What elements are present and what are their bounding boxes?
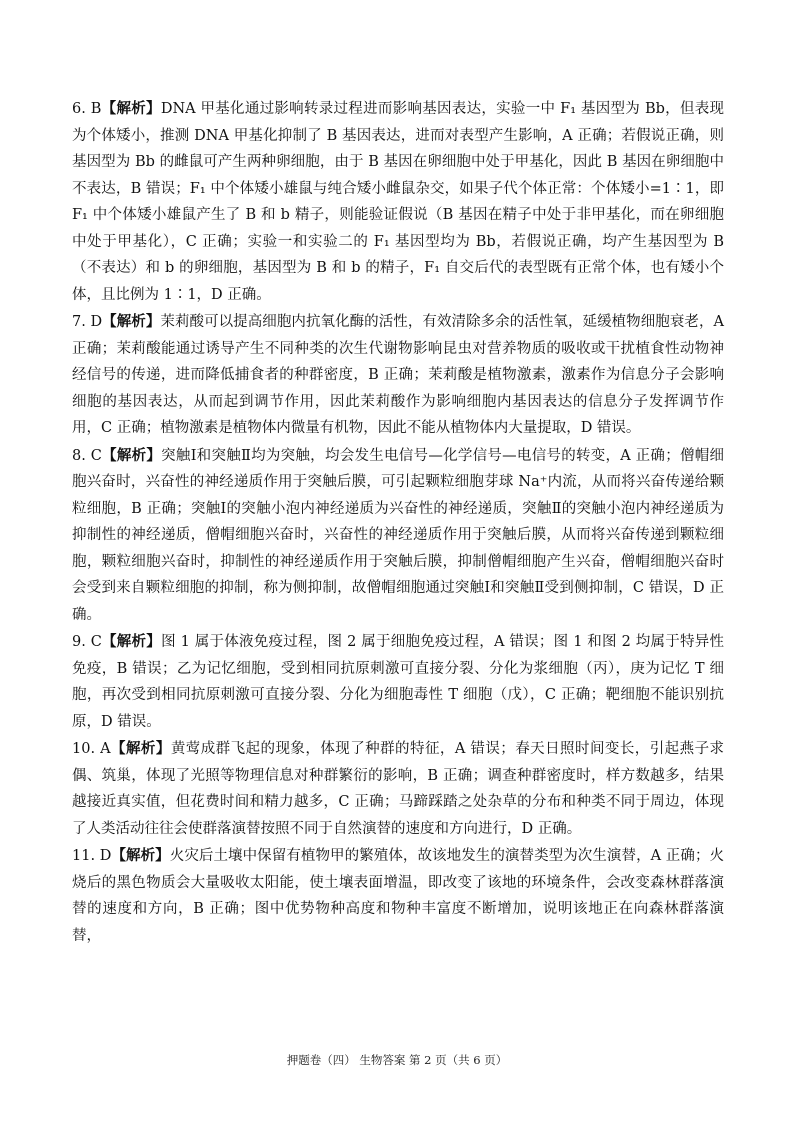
answer-number: 6. B xyxy=(72,101,102,117)
analysis-tag: 【解析】 xyxy=(111,847,170,864)
analysis-tag: 【解析】 xyxy=(102,313,161,330)
answer-text: 茉莉酸可以提高细胞内抗氧化酶的活性，有效清除多余的活性氧，延缓植物细胞衰老，A 正确；茉莉酸能通过诱导产生不同种类的次生代谢物影响昆虫对营养物质的吸收或干扰植食性动物神经信号的传递，进而降低捕食者的种群密度，B 正确；茉莉酸是植物激素，激素作为信息分子会影响细胞的基因表达，从而起到调节作用，因此茉莉酸作为影响细胞内基因表达的信息分子发挥调节作用，C 正确；植物激素是植物体内微量有机物，因此不能从植物体内大量提取，D 错误。 xyxy=(72,314,724,436)
answer-text: 火灾后土壤中保留有植物甲的繁殖体，故该地发生的演替类型为次生演替，A 正确；火烧后的黑色物质会大量吸收太阳能，使土壤表面增温，即改变了该地的环境条件，会改变森林群落演替的速度和方向，B 正确；图中优势物种高度和物种丰富度不断增加，说明该地正在向森林群落演替， xyxy=(72,848,725,944)
answer-number: 9. C xyxy=(72,634,102,650)
answer-item-9 xyxy=(72,629,724,735)
answer-number: 7. D xyxy=(72,314,103,330)
answer-list xyxy=(72,96,724,950)
analysis-tag: 【解析】 xyxy=(110,740,171,757)
analysis-tag: 【解析】 xyxy=(101,446,162,464)
analysis-tag: 【解析】 xyxy=(101,100,161,117)
answer-text: 图 1 属于体液免疫过程，图 2 属于细胞免疫过程，A 错误；图 1 和图 2 均属于特异性免疫，B 错误；乙为记忆细胞，受到相同抗原刺激可直接分裂、分化为浆细胞（丙），庚为记忆 T 细胞，再次受到相同抗原刺激可直接分裂、分化为细胞毒性 T 细胞（戊），C 正确；靶细胞不能识别抗原，D 错误。 xyxy=(72,634,724,730)
answer-item-8 xyxy=(72,443,724,629)
answer-item-6 xyxy=(72,96,724,308)
page-footer: 押题卷（四） 生物答案 第 2 页（共 6 页） xyxy=(286,1053,508,1067)
answer-text: 突触Ⅰ和突触Ⅱ均为突触，均会发生电信号—化学信号—电信号的转变，A 正确；僧帽细胞兴奋时，兴奋性的神经递质作用于突触后膜，可引起颗粒细胞芽球 Na⁺内流，从而将兴奋传递给颗粒细胞，B 正确；突触Ⅰ的突触小泡内神经递质为兴奋性的神经递质，突触Ⅱ的突触小泡内神经递质为抑制性的神经递质，僧帽细胞兴奋时，兴奋性的神经递质作用于突触后膜，从而将兴奋传递到颗粒细胞，颗粒细胞兴奋时，抑制性的神经递质作用于突触后膜，抑制僧帽细胞产生兴奋，僧帽细胞兴奋时会受到来自颗粒细胞的抑制，称为侧抑制，故僧帽细胞通过突触Ⅰ和突触Ⅱ受到侧抑制，C 错误，D 正确。 xyxy=(72,447,724,623)
answer-number: 11. D xyxy=(72,848,112,864)
answer-item-7 xyxy=(72,309,724,442)
answer-item-11 xyxy=(72,843,724,949)
answer-text: 黄莺成群飞起的现象，体现了种群的特征，A 错误；春天日照时间变长，引起燕子求偶、筑巢，体现了光照等物理信息对种群繁衍的影响，B 正确；调查种群密度时，样方数越多，结果越接近真实值，但花费时间和精力越多，C 正确；马蹄踩踏之处杂草的分布和种类不同于周边，体现了人类活动往往会使群落演替按照不同于自然演替的速度和方向进行，D 正确。 xyxy=(72,741,725,837)
answer-number: 8. C xyxy=(72,447,102,464)
answer-number: 10. A xyxy=(72,741,111,757)
answer-item-10 xyxy=(72,736,724,842)
analysis-tag: 【解析】 xyxy=(101,633,162,650)
answer-text: DNA 甲基化通过影响转录过程进而影响基因表达，实验一中 F₁ 基因型为 Bb，但表现为个体矮小，推测 DNA 甲基化抑制了 B 基因表达，进而对表型产生影响，A 正确；若假说正确，则基因型为 Bb 的雌鼠可产生两种卵细胞，由于 B 基因在卵细胞中处于甲基化，因此 B 基因在卵细胞中不表达，B 错误；F₁ 中个体矮小雄鼠与纯合矮小雌鼠杂交，如果子代个体正常：个体矮小=1∶1，即 F₁ 中个体矮小雄鼠产生了 B 和 b 精子，则能验证假说（B 基因在精子中处于非甲基化，而在卵细胞中处于甲基化），C 正确；实验一和实验二的 F₁ 基因型均为 Bb，若假说正确，均产生基因型为 B（不表达）和 b 的卵细胞，基因型为 B 和 b 的精子，F₁ 自交后代的表型既有正常个体，也有矮小个体，且比例为 1∶1，D 正确。 xyxy=(72,101,725,303)
